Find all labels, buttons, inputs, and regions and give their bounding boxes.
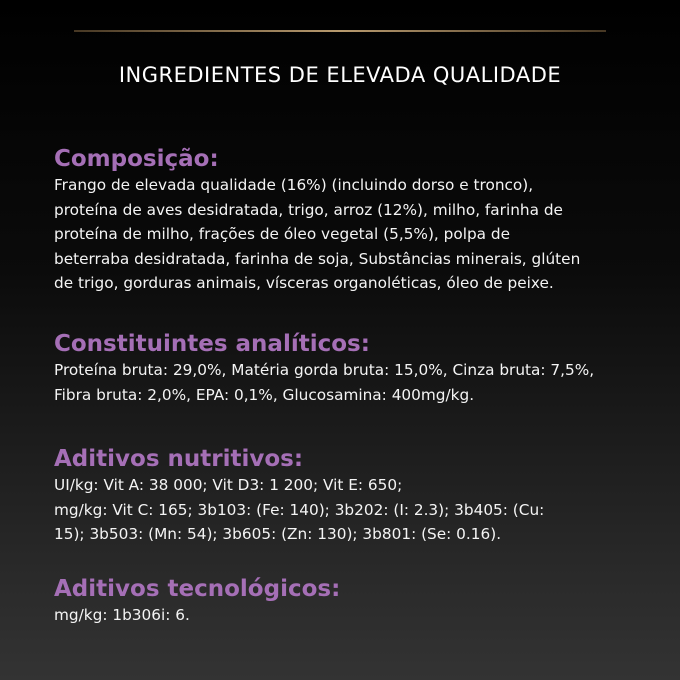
section-constituintes-analiticos (54, 330, 654, 407)
text-line: mg/kg: 1b306i: 6. (54, 606, 190, 624)
section-title-aditivos-nutritivos: Aditivos nutritivos: (54, 446, 304, 472)
section-composicao (54, 145, 654, 296)
section-body-aditivos-nutritivos (54, 473, 654, 547)
text-line: Fibra bruta: 2,0%, EPA: 0,1%, Glucosamina: 400mg/kg. (54, 385, 475, 404)
page-title: INGREDIENTES DE ELEVADA QUALIDADE (118, 63, 562, 87)
section-aditivos-nutritivos (54, 445, 654, 547)
text-line: proteína de aves desidratada, trigo, arroz (12%), milho, farinha de (54, 200, 563, 219)
text-line: proteína de milho, frações de óleo vegetal (5,5%), polpa de (54, 225, 511, 243)
section-title-composicao: Composição: (54, 146, 219, 172)
section-body-composicao (54, 173, 654, 296)
section-aditivos-tecnologicos (54, 575, 654, 628)
text-line: beterraba desidratada, farinha de soja, Substâncias minerais, glúten (54, 249, 581, 268)
text-line: de trigo, gorduras animais, vísceras organoléticas, óleo de peixe. (54, 274, 554, 292)
text-line: 15); 3b503: (Mn: 54); 3b605: (Zn: 130); 3b801: (Se: 0.16). (54, 525, 502, 543)
text-line: Frango de elevada qualidade (16%) (incluindo dorso e tronco), (54, 176, 534, 194)
text-line: UI/kg: Vit A: 38 000; Vit D3: 1 200; Vit E: 650; (54, 476, 403, 494)
text-line: Proteína bruta: 29,0%, Matéria gorda bruta: 15,0%, Cinza bruta: 7,5%, (54, 361, 595, 379)
section-title-aditivos-tecnologicos: Aditivos tecnológicos: (54, 576, 341, 602)
section-body-constituintes-analiticos (54, 358, 654, 407)
section-title-constituintes-analiticos: Constituintes analíticos: (54, 331, 370, 357)
decorative-gold-divider (74, 30, 606, 32)
section-body-aditivos-tecnologicos (54, 603, 654, 628)
text-line: mg/kg: Vit C: 165; 3b103: (Fe: 140); 3b202: (I: 2.3); 3b405: (Cu: (54, 500, 545, 519)
